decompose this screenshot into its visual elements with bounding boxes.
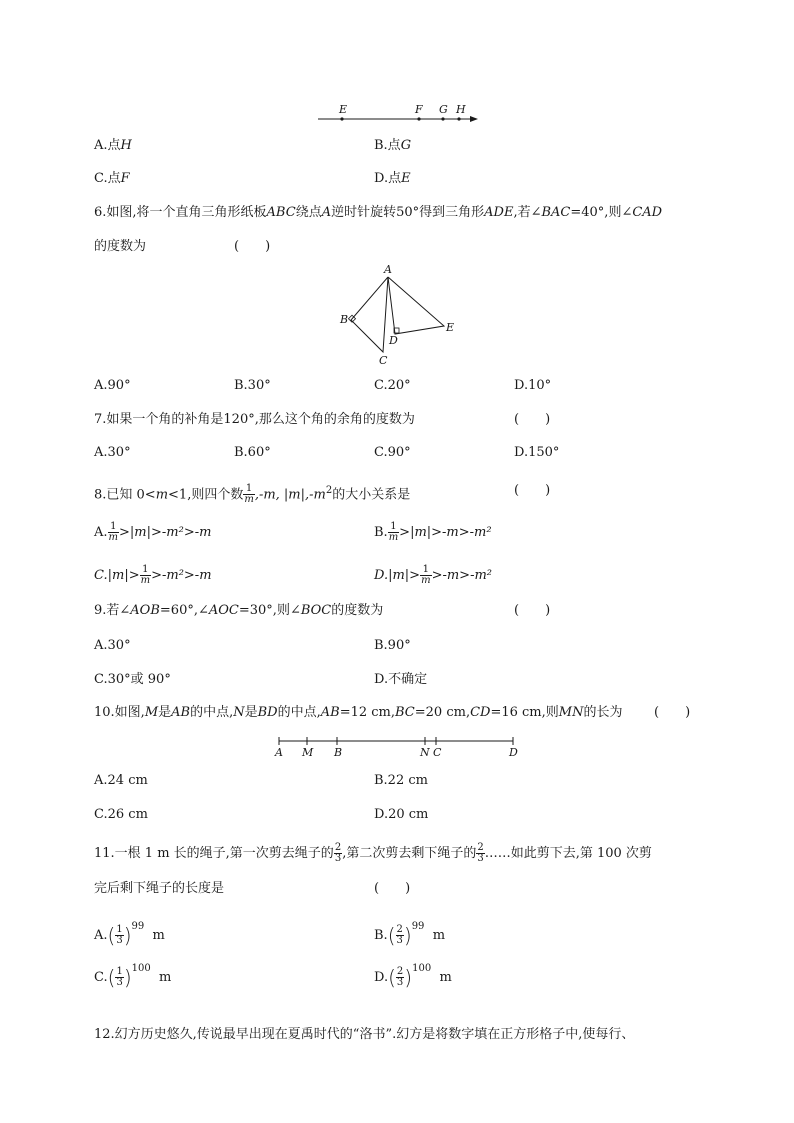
q5-option-c[interactable]: C.点F xyxy=(94,171,130,186)
q9-answer-paren: ( ) xyxy=(514,603,551,618)
q6-option-b[interactable]: B.30° xyxy=(234,378,271,393)
q7-option-d[interactable]: D.150° xyxy=(514,445,560,460)
q8-answer-paren: ( ) xyxy=(514,483,551,498)
q9-option-c[interactable]: C.30°或 90° xyxy=(94,672,171,687)
q6-stem: 6.如图,将一个直角三角形纸板ABC绕点A逆时针旋转50°得到三角形ADE,若∠BAC=40°,则∠CAD xyxy=(94,205,663,220)
q8-stem: 8.已知 0<m<1,则四个数 $\frac{1}{m}$ ,-m, $|m|,-m^2$的大小关系是 xyxy=(94,483,411,506)
label-g: G xyxy=(439,103,448,116)
q11-answer-paren: ( ) xyxy=(374,881,411,896)
label-f: F xyxy=(415,103,423,116)
fraction-two-thirds: $\frac{2}{3}$ xyxy=(334,842,342,864)
q7-answer-paren: ( ) xyxy=(514,412,551,427)
q5-option-b[interactable]: B.点G xyxy=(374,138,412,153)
q11-stem-line2: 完后剩下绳子的长度是 xyxy=(94,881,225,896)
q9-option-b[interactable]: B.90° xyxy=(374,638,411,653)
label-m: M xyxy=(302,746,314,759)
label-n: N xyxy=(420,746,430,759)
q6-option-c[interactable]: C.20° xyxy=(374,378,411,393)
label-c: C xyxy=(379,354,388,367)
q7-option-c[interactable]: C.90° xyxy=(374,445,411,460)
fraction-two-thirds: $\frac{2}{3}$ xyxy=(477,842,484,864)
q10-stem: 10.如图,M是AB的中点,N是BD的中点,AB=12 cm,BC=20 cm,CD=16 cm,则MN的长为 xyxy=(94,705,623,720)
q6-answer-paren: ( ) xyxy=(234,239,271,254)
q7-stem: 7.如果一个角的补角是120°,那么这个角的余角的度数为 xyxy=(94,412,415,427)
label-c: C xyxy=(433,746,442,759)
q10-option-a[interactable]: A.24 cm xyxy=(94,773,148,788)
q9-option-d[interactable]: D.不确定 xyxy=(374,672,428,687)
q7-option-a[interactable]: A.30° xyxy=(94,445,131,460)
label-d: D xyxy=(389,334,398,347)
fraction-one-over-m: $\frac{1}{m}$ xyxy=(244,483,254,506)
q11-option-a[interactable]: A.( $\frac{1}{3}$ )$^{99}$ m xyxy=(94,921,165,948)
q6-option-a[interactable]: A.90° xyxy=(94,378,131,393)
label-b: B xyxy=(340,313,349,326)
q12-stem: 12.幻方历史悠久,传说最早出现在夏禹时代的“洛书”.幻方是将数字填在正方形格子中,使每行、 xyxy=(94,1027,635,1042)
q8-option-a[interactable]: A. $\frac{1}{m}$ >|m|>-m²>-m xyxy=(94,521,212,543)
label-d: D xyxy=(509,746,518,759)
q9-stem: 9.若∠AOB=60°,∠AOC=30°,则∠BOC的度数为 xyxy=(94,603,384,618)
label-h: H xyxy=(456,103,466,116)
q6-option-d[interactable]: D.10° xyxy=(514,378,552,393)
q7-option-b[interactable]: B.60° xyxy=(234,445,271,460)
label-a: A xyxy=(384,263,392,276)
q11-option-d[interactable]: D.( $\frac{2}{3}$ )$^{100}$ m xyxy=(374,963,452,990)
label-a: A xyxy=(275,746,283,759)
q10-option-d[interactable]: D.20 cm xyxy=(374,807,429,822)
q11-option-c[interactable]: C.( $\frac{1}{3}$ )$^{100}$ m xyxy=(94,963,172,990)
q11-stem: 11.一根 1 m 长的绳子,第一次剪去绳子的 $\frac{2}{3}$ ,第二次剪去剩下绳子的 $\frac{2}{3}$ ……如此剪下去,第 100 次剪 xyxy=(94,842,652,864)
q8-option-d[interactable]: D.|m|> $\frac{1}{m}$ >-m>-m² xyxy=(374,564,492,586)
q6-stem-line2: 的度数为 xyxy=(94,239,147,254)
label-e: E xyxy=(339,103,348,116)
q5-option-d[interactable]: D.点E xyxy=(374,171,411,186)
q11-option-b[interactable]: B.( $\frac{2}{3}$ )$^{99}$ m xyxy=(374,921,446,948)
q8-option-c[interactable]: C.|m|> $\frac{1}{m}$ >-m²>-m xyxy=(94,564,212,586)
q9-option-a[interactable]: A.30° xyxy=(94,638,131,653)
q10-option-b[interactable]: B.22 cm xyxy=(374,773,428,788)
q10-answer-paren: ( ) xyxy=(654,705,691,720)
label-b: B xyxy=(334,746,343,759)
q5-option-a[interactable]: A.点H xyxy=(94,138,132,153)
q8-option-b[interactable]: B. $\frac{1}{m}$ >|m|>-m>-m² xyxy=(374,521,492,543)
label-e: E xyxy=(446,321,455,334)
q10-option-c[interactable]: C.26 cm xyxy=(94,807,148,822)
